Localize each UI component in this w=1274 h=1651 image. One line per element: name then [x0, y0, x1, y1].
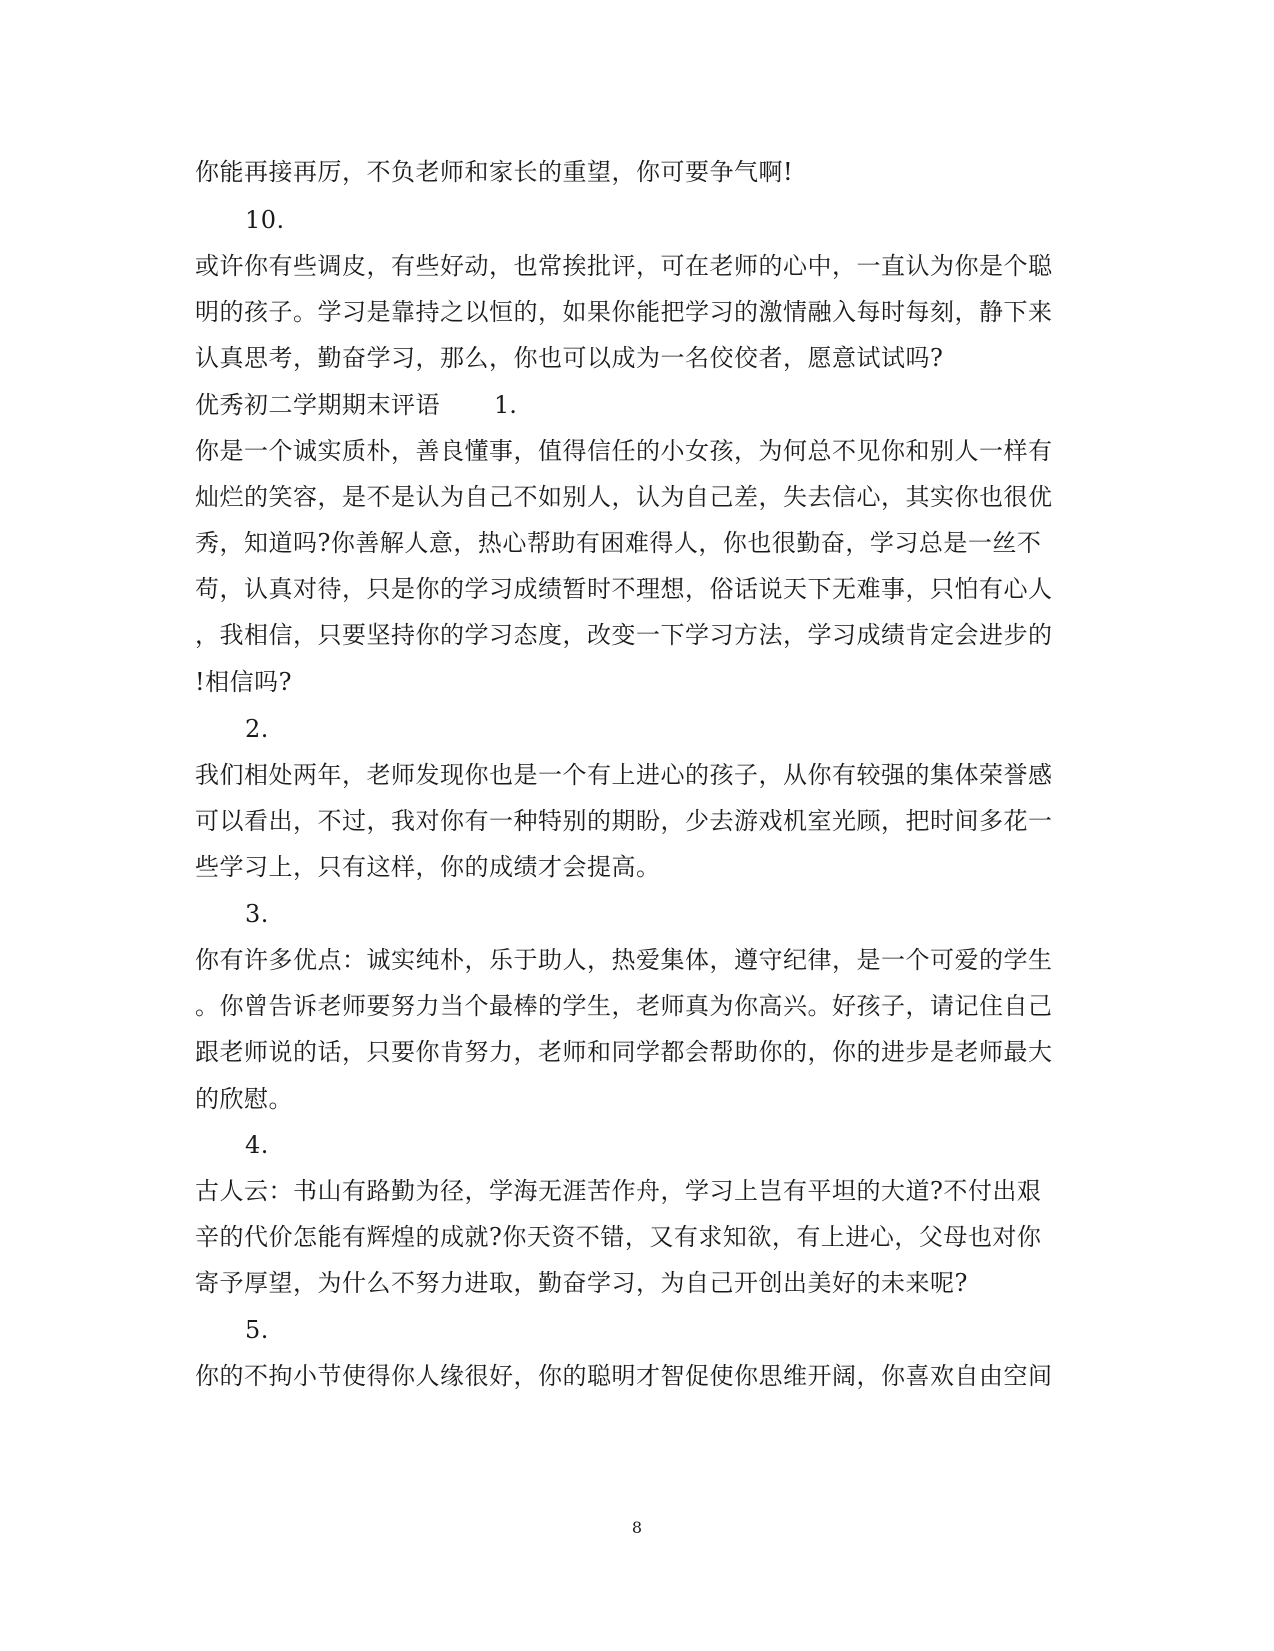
text-line: ，我相信，只要坚持你的学习态度，改变一下学习方法，学习成绩肯定会进步的	[195, 621, 1053, 649]
page-number: 8	[631, 1518, 643, 1537]
item-number: 3.	[245, 900, 269, 928]
text-line: !相信吗?	[195, 668, 293, 696]
item-number: 4.	[245, 1131, 269, 1159]
section-heading: 优秀初二学期期末评语	[195, 391, 440, 419]
text-line: 秀，知道吗?你善解人意，热心帮助有困难得人，你也很勤奋，学习总是一丝不	[195, 529, 1042, 557]
text-line: 。你曾告诉老师要努力当个最棒的学生，老师真为你高兴。好孩子，请记住自己	[195, 992, 1053, 1020]
text-line: 辛的代价怎能有辉煌的成就?你天资不错，又有求知欲，有上进心，父母也对你	[195, 1223, 1042, 1251]
text-line: 可以看出，不过，我对你有一种特别的期盼，少去游戏机室光顾，把时间多花一	[195, 807, 1053, 835]
text-line: 苟，认真对待，只是你的学习成绩暂时不理想，俗话说天下无难事，只怕有心人	[195, 575, 1053, 603]
text-line: 明的孩子。学习是靠持之以恒的，如果你能把学习的激情融入每时每刻，静下来	[195, 298, 1053, 326]
item-number: 2.	[245, 715, 269, 743]
text-line: 灿烂的笑容，是不是认为自己不如别人，认为自己差，失去信心，其实你也很优	[195, 483, 1053, 511]
item-number: 1.	[494, 391, 517, 419]
item-number: 10.	[245, 206, 285, 234]
item-number: 5.	[245, 1316, 269, 1344]
text-line: 寄予厚望，为什么不努力进取，勤奋学习，为自己开创出美好的未来呢?	[195, 1269, 968, 1297]
text-line: 些学习上，只有这样，你的成绩才会提高。	[195, 853, 661, 881]
text-line: 你是一个诚实质朴，善良懂事，值得信任的小女孩，为何总不见你和别人一样有	[195, 437, 1053, 465]
text-line: 认真思考，勤奋学习，那么，你也可以成为一名佼佼者，愿意试试吗?	[195, 344, 944, 372]
text-line: 我们相处两年，老师发现你也是一个有上进心的孩子，从你有较强的集体荣誉感	[195, 761, 1053, 789]
text-line: 你能再接再厉，不负老师和家长的重望，你可要争气啊!	[195, 158, 794, 186]
text-line: 古人云：书山有路勤为径，学海无涯苦作舟，学习上岂有平坦的大道?不付出艰	[195, 1177, 1042, 1205]
text-line: 你的不拘小节使得你人缘很好，你的聪明才智促使你思维开阔，你喜欢自由空间	[195, 1362, 1053, 1390]
text-line: 跟老师说的话，只要你肯努力，老师和同学都会帮助你的，你的进步是老师最大	[195, 1038, 1053, 1066]
text-line: 你有许多优点：诚实纯朴，乐于助人，热爱集体，遵守纪律，是一个可爱的学生	[195, 946, 1053, 974]
text-line: 或许你有些调皮，有些好动，也常挨批评，可在老师的心中，一直认为你是个聪	[195, 252, 1053, 280]
text-line: 的欣慰。	[195, 1085, 293, 1113]
